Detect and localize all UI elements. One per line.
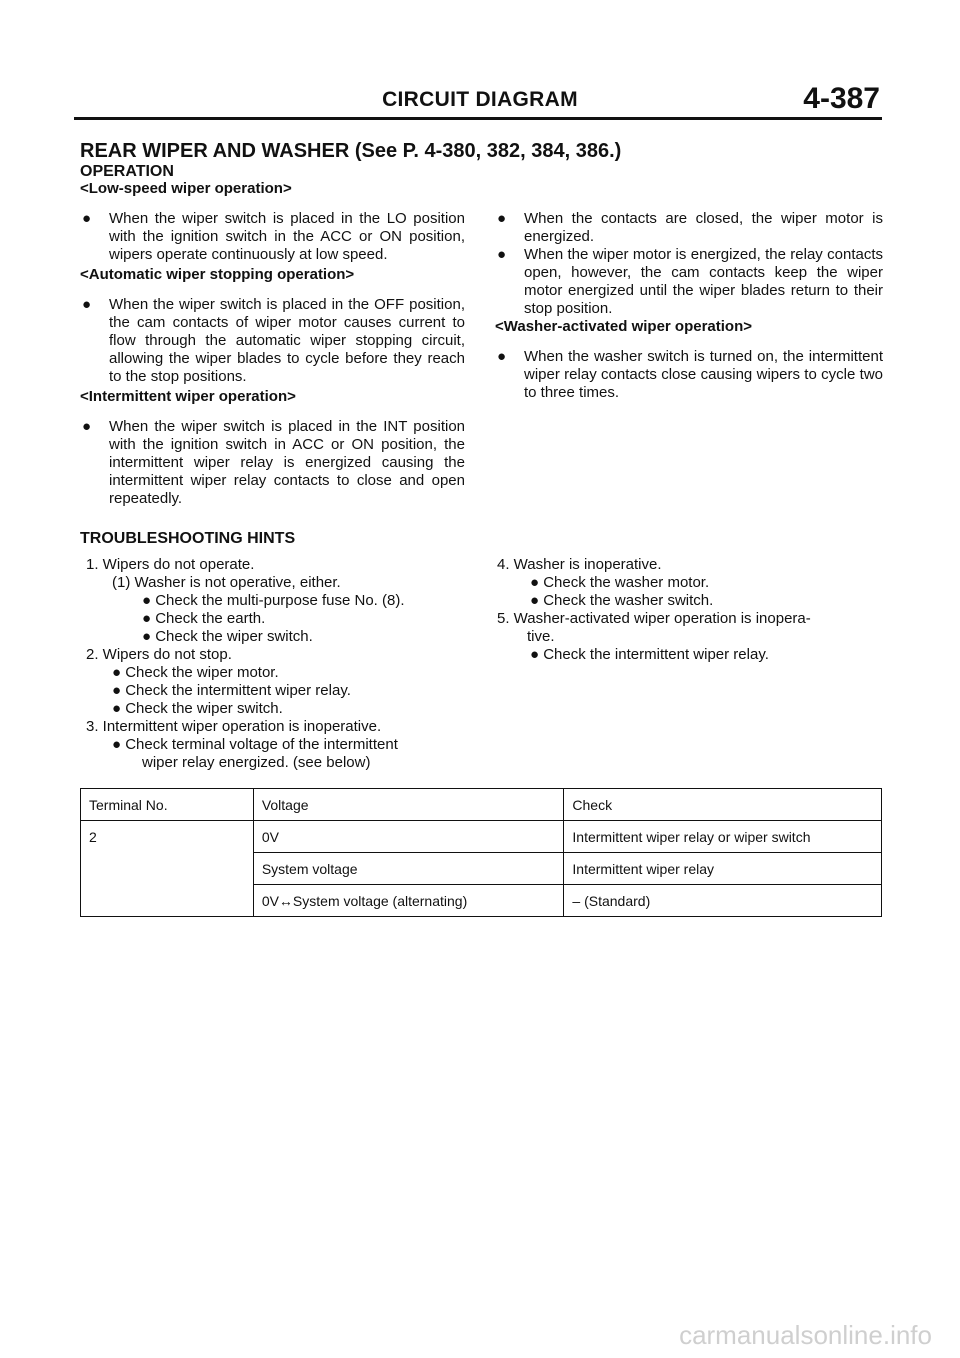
bullet-item (80, 296, 465, 386)
bullet-text: When the contacts are closed, the wiper motor is energized. (524, 210, 883, 245)
header-rule (74, 117, 882, 120)
trouble-line: 1. Wipers do not operate. (86, 556, 255, 573)
trouble-line: (1) Washer is not operative, either. (112, 574, 341, 591)
washer-heading: <Washer-activated wiper operation> (495, 318, 753, 335)
bullet-text: When the wiper switch is placed in the OFF position, the cam contacts of wiper motor causes current to flow through the automatic wiper stopping circuit, allowing the wiper blades to cycle before they reach to the stop positions. (109, 296, 465, 385)
table-row (81, 821, 882, 853)
bullet-icon: ● (497, 210, 507, 227)
bullet-item (495, 246, 883, 318)
operation-left-column (80, 180, 465, 508)
trouble-line: 5. Washer-activated wiper operation is inopera- (497, 610, 811, 627)
voltage-cell: 0V (253, 821, 564, 853)
bullet-icon: ● (82, 418, 92, 435)
trouble-line: ● Check the earth. (142, 610, 266, 627)
trouble-line: ● Check the washer motor. (530, 574, 710, 591)
check-cell: Intermittent wiper relay (564, 853, 882, 885)
trouble-line: ● Check terminal voltage of the intermittent (112, 736, 398, 753)
trouble-line: wiper relay energized. (see below) (142, 754, 371, 771)
bullet-text: When the wiper switch is placed in the INT position with the ignition switch in ACC or ON position, the intermittent wiper relay is energized causing the intermittent wiper relay contacts to close and open repeatedly. (109, 418, 465, 507)
bullet-text: When the washer switch is turned on, the intermittent wiper relay contacts close causing wipers to cycle two to three times. (524, 348, 883, 401)
table-header-row (81, 789, 882, 821)
trouble-line: ● Check the intermittent wiper relay. (112, 682, 351, 699)
section-title: REAR WIPER AND WASHER (See P. 4-380, 382, 384, 386.) (80, 140, 622, 162)
operation-right-column (495, 210, 883, 402)
watermark: carmanualsonline.info (679, 1320, 932, 1350)
page-number: 4-387 (803, 82, 880, 115)
trouble-line: ● Check the intermittent wiper relay. (530, 646, 769, 663)
bullet-item (495, 210, 883, 246)
header-cell: Check (564, 789, 882, 821)
operation-label: OPERATION (80, 163, 174, 180)
trouble-line: ● Check the wiper switch. (112, 700, 283, 717)
page-header-title: CIRCUIT DIAGRAM (382, 88, 578, 111)
trouble-line: ● Check the multi-purpose fuse No. (8). (142, 592, 405, 609)
voltage-cell: System voltage (253, 853, 564, 885)
trouble-line: ● Check the wiper switch. (142, 628, 313, 645)
bullet-item (495, 348, 883, 402)
troubleshooting-title: TROUBLESHOOTING HINTS (80, 530, 296, 547)
terminal-cell: 2 (81, 821, 254, 917)
intermittent-heading: <Intermittent wiper operation> (80, 388, 296, 405)
bullet-item (80, 418, 465, 508)
trouble-line: 3. Intermittent wiper operation is inoperative. (86, 718, 382, 735)
trouble-line: tive. (527, 628, 555, 645)
low-speed-heading: <Low-speed wiper operation> (80, 180, 292, 197)
check-cell: – (Standard) (564, 885, 882, 917)
bullet-icon: ● (82, 210, 92, 227)
bullet-text: When the wiper motor is energized, the relay contacts open, however, the cam contacts keep the wiper motor energized until the wiper blades return to their stop position. (524, 246, 883, 317)
trouble-line: ● Check the washer switch. (530, 592, 714, 609)
bullet-icon: ● (497, 348, 507, 365)
trouble-line: 2. Wipers do not stop. (86, 646, 232, 663)
bullet-item (80, 210, 465, 264)
bullet-icon: ● (82, 296, 92, 313)
check-cell: Intermittent wiper relay or wiper switch (564, 821, 882, 853)
trouble-line: 4. Washer is inoperative. (497, 556, 662, 573)
trouble-line: ● Check the wiper motor. (112, 664, 279, 681)
terminal-voltage-table (80, 788, 882, 917)
header-cell: Voltage (253, 789, 564, 821)
auto-stop-heading: <Automatic wiper stopping operation> (80, 266, 355, 283)
bullet-text: When the wiper switch is placed in the LO position with the ignition switch in the ACC or ON position, wipers operate continuously at low speed. (109, 210, 465, 263)
header-cell: Terminal No. (81, 789, 254, 821)
bullet-icon: ● (497, 246, 507, 263)
voltage-cell: 0V↔System voltage (alternating) (253, 885, 564, 917)
